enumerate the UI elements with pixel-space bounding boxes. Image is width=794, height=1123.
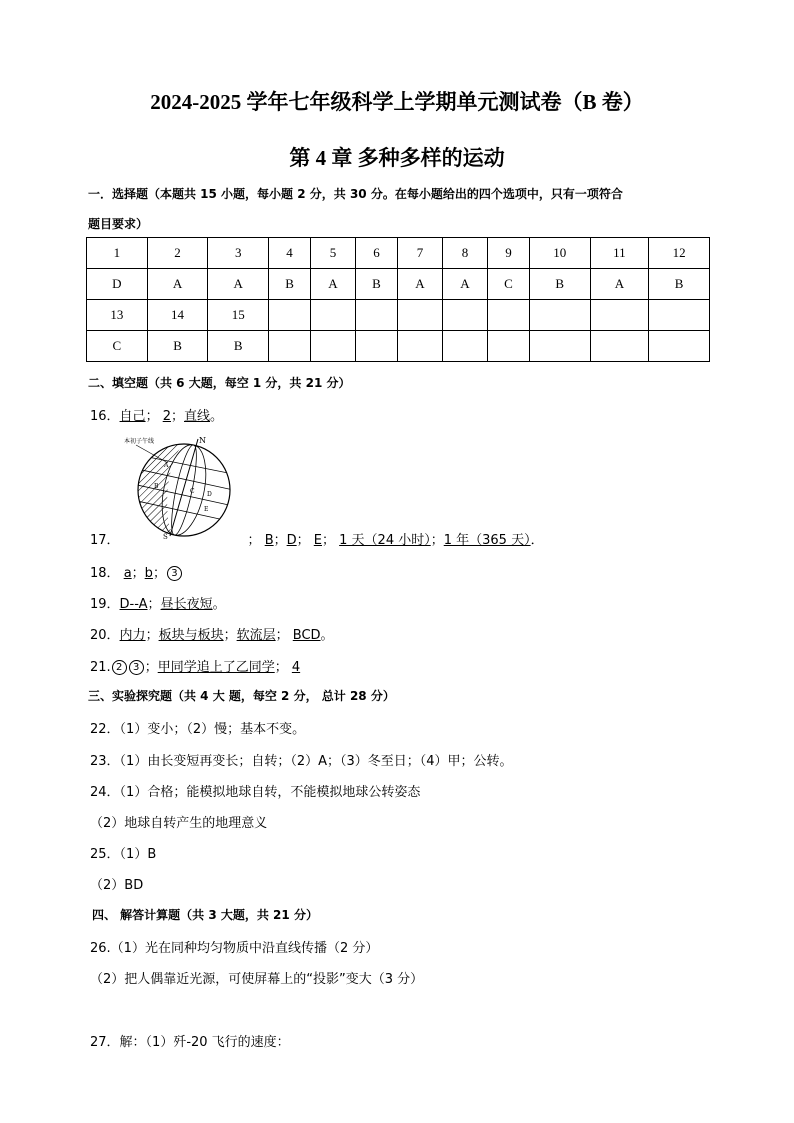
table-cell: 7 <box>397 238 442 269</box>
table-cell: 10 <box>529 238 590 269</box>
table-cell: 6 <box>356 238 398 269</box>
point-a-label: A <box>164 462 169 469</box>
question-26: 26.（1）光在同种均匀物质中沿直线传播（2 分） <box>90 941 379 956</box>
table-cell: B <box>529 269 590 300</box>
answer: 昼长夜短 <box>160 597 213 612</box>
section3-heading: 三、实验探究题（共 4 大 题，每空 2 分， 总计 28 分） <box>88 689 395 703</box>
table-cell: 14 <box>147 300 208 331</box>
table-cell <box>310 331 355 362</box>
answer: 板块与板块 <box>158 628 224 643</box>
table-row <box>87 269 710 300</box>
table-cell <box>442 331 487 362</box>
answer: 直线 <box>184 409 211 424</box>
question-number: 16． <box>90 409 120 424</box>
table-cell: D <box>87 269 148 300</box>
point-b-label: B <box>154 483 159 490</box>
south-pole-label: S <box>163 533 168 541</box>
question-number: 18． <box>90 566 120 581</box>
answer: 软流层 <box>236 628 276 643</box>
north-pole-label: N <box>199 436 206 445</box>
page-title: 2024-2025 学年七年级科学上学期单元测试卷（B 卷） <box>150 90 644 114</box>
question-20: 20．内力；板块与板块；软流层； BCD。 <box>90 628 334 643</box>
table-cell: B <box>269 269 311 300</box>
answer: b <box>144 566 153 581</box>
table-cell: A <box>208 269 269 300</box>
question-17: 17． ； B；D； E； 1 天（24 小时）；1 年（365 天）． <box>90 533 544 548</box>
answer: 4 <box>291 660 301 675</box>
table-cell: 3 <box>208 238 269 269</box>
point-c-label: C <box>190 488 195 495</box>
table-cell: 8 <box>442 238 487 269</box>
point-d-label: D <box>207 491 212 498</box>
table-cell: A <box>147 269 208 300</box>
table-cell: B <box>649 269 710 300</box>
table-cell <box>310 300 355 331</box>
point-e-label: E <box>204 506 209 513</box>
table-cell <box>649 331 710 362</box>
question-25: 25．（1）B <box>90 847 157 862</box>
answer: 1 天（24 小时） <box>339 533 431 548</box>
table-cell <box>442 300 487 331</box>
table-cell <box>356 300 398 331</box>
table-cell: A <box>310 269 355 300</box>
table-cell: A <box>442 269 487 300</box>
table-row <box>87 331 710 362</box>
answer: a <box>123 566 132 581</box>
answer: 内力 <box>119 628 146 643</box>
table-cell <box>529 331 590 362</box>
table-row <box>87 238 710 269</box>
chapter-title: 第 4 章 多种多样的运动 <box>289 146 505 170</box>
table-cell <box>269 331 311 362</box>
table-cell: 13 <box>87 300 148 331</box>
table-cell <box>269 300 311 331</box>
table-cell: A <box>397 269 442 300</box>
table-cell <box>488 331 530 362</box>
answer: D--A <box>119 597 148 612</box>
table-cell: C <box>488 269 530 300</box>
table-cell <box>397 331 442 362</box>
question-24-part2: （2）地球自转产生的地理意义 <box>90 816 268 831</box>
question-26-part2: （2）把人偶靠近光源，可使屏幕上的“投影”变大（3 分） <box>90 972 424 987</box>
table-cell: 1 <box>87 238 148 269</box>
table-cell: B <box>208 331 269 362</box>
table-row <box>87 300 710 331</box>
table-cell <box>397 300 442 331</box>
circled-number: 3 <box>167 566 182 581</box>
table-cell: 11 <box>590 238 649 269</box>
question-24: 24．（1）合格；能模拟地球自转，不能模拟地球公转姿态 <box>90 785 421 800</box>
table-cell: B <box>147 331 208 362</box>
answer-table <box>86 237 710 362</box>
table-cell <box>488 300 530 331</box>
question-19: 19．D--A；昼长夜短。 <box>90 597 226 612</box>
question-number: 17． <box>90 533 120 548</box>
circled-number: 3 <box>129 660 144 675</box>
table-cell <box>529 300 590 331</box>
table-cell: B <box>356 269 398 300</box>
table-cell: 4 <box>269 238 311 269</box>
answer: E <box>313 533 322 548</box>
table-cell: 9 <box>488 238 530 269</box>
section4-heading: 四、 解答计算题（共 3 大题，共 21 分） <box>92 908 318 922</box>
question-27: 27．解：（1）歼-20 飞行的速度： <box>90 1035 290 1050</box>
section1-heading-cont: 题目要求） <box>88 217 149 231</box>
table-cell: 5 <box>310 238 355 269</box>
answer: D <box>286 533 297 548</box>
question-22: 22．（1）变小；（2）慢；基本不变。 <box>90 722 306 737</box>
prime-meridian-label: 本初子午线 <box>124 438 155 445</box>
answer: 自己 <box>119 409 146 424</box>
answer: 2 <box>162 409 171 424</box>
section2-heading: 二、填空题（共 6 大题，每空 1 分，共 21 分） <box>88 376 351 390</box>
table-cell: A <box>590 269 649 300</box>
table-cell: 12 <box>649 238 710 269</box>
question-number: 20． <box>90 628 120 643</box>
table-cell <box>356 331 398 362</box>
question-25-part2: （2）BD <box>90 878 144 893</box>
table-cell: 2 <box>147 238 208 269</box>
table-cell: C <box>87 331 148 362</box>
table-cell <box>590 331 649 362</box>
question-number: 19． <box>90 597 120 612</box>
answer: 1 年（365 天） <box>443 533 531 548</box>
answer: 甲同学追上了乙同学 <box>157 660 275 675</box>
question-21: 21. 2 3 ；甲同学追上了乙同学； 4 <box>90 660 301 675</box>
earth-globe-figure <box>118 433 236 541</box>
question-number: 21. <box>90 660 111 675</box>
table-cell: 15 <box>208 300 269 331</box>
question-16: 16．自己； 2；直线。 <box>90 409 224 424</box>
table-cell <box>590 300 649 331</box>
circled-number: 2 <box>112 660 127 675</box>
table-cell <box>649 300 710 331</box>
question-23: 23．（1）由长变短再变长；自转；（2）A；（3）冬至日；（4）甲；公转。 <box>90 754 513 769</box>
answer: B <box>264 533 274 548</box>
section1-heading: 一．选择题（本题共 15 小题，每小题 2 分，共 30 分。在每小题给出的四个选项中，只有一项符合 <box>88 187 623 201</box>
answer: BCD <box>292 628 321 643</box>
question-18: 18． a；b； 3 <box>90 562 183 581</box>
